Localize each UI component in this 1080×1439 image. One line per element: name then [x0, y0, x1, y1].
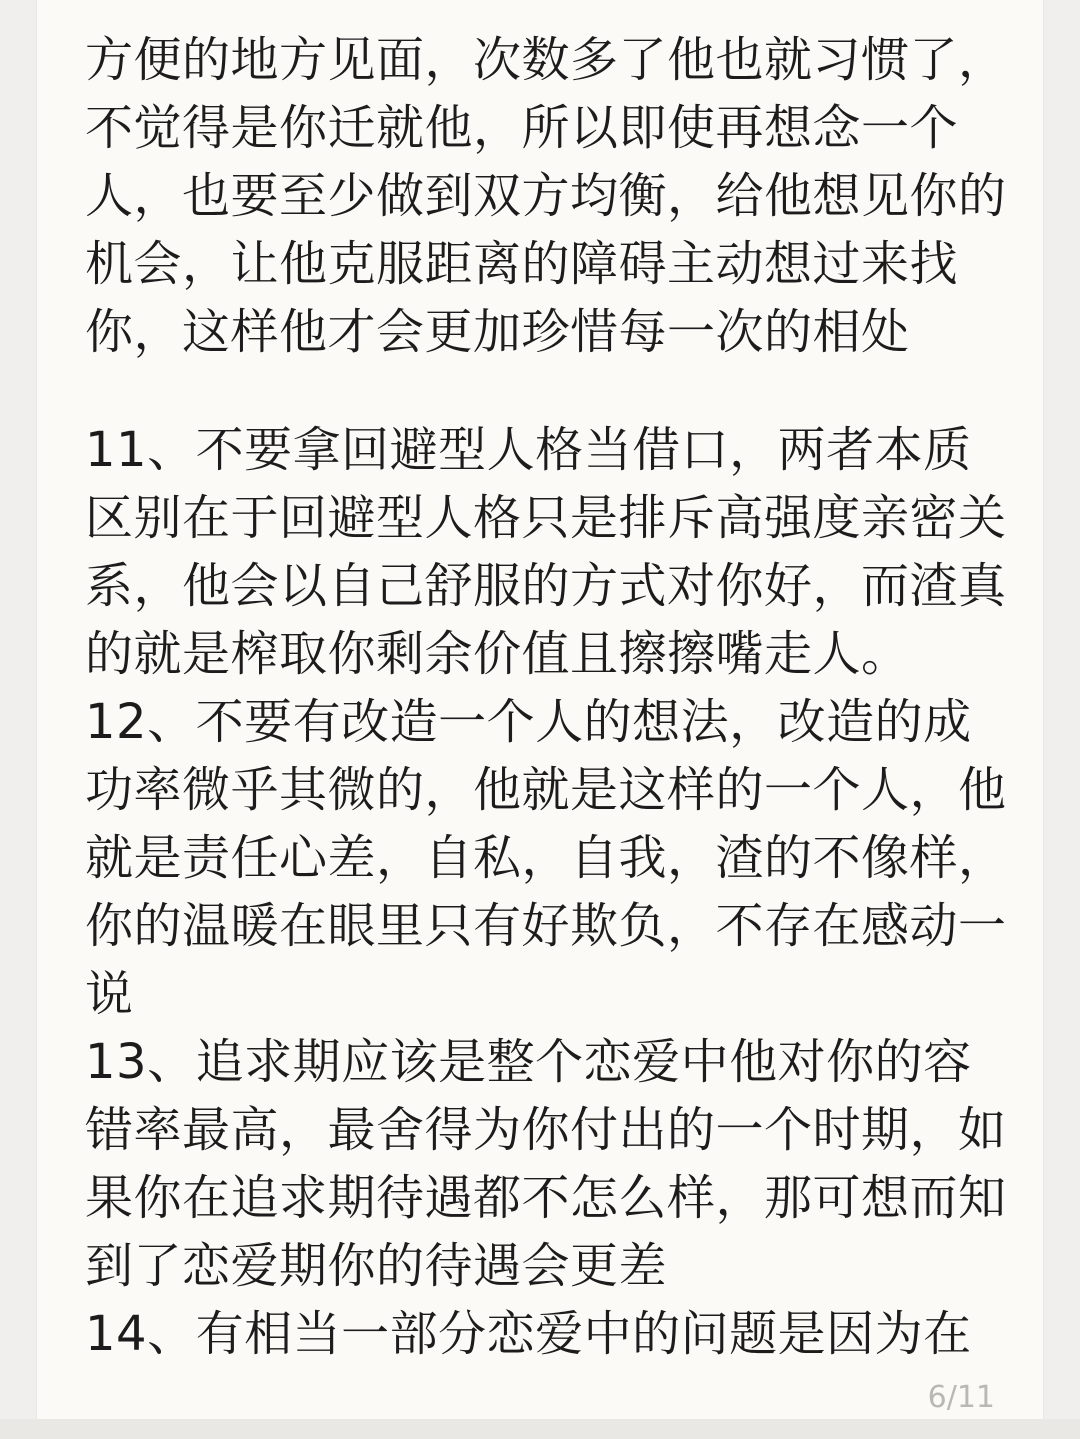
page-indicator: 6/11: [927, 1380, 995, 1415]
text-line: 说: [85, 966, 134, 1022]
text-line: 不觉得是你迁就他，所以即使再想念一个: [85, 100, 959, 156]
text-line: 方便的地方见面，次数多了他也就习惯了，: [85, 32, 1007, 88]
paragraph-list: [85, 416, 1005, 1368]
text-line: 你，这样他才会更加珍惜每一次的相处: [85, 304, 910, 360]
document-page: [36, 0, 1044, 1439]
text-line: 到了恋爱期你的待遇会更差: [85, 1238, 668, 1294]
text-line: 14、有相当一部分恋爱中的问题是因为在: [85, 1306, 972, 1362]
text-line: 13、追求期应该是整个恋爱中他对你的容: [85, 1034, 972, 1090]
text-line: 错率最高，最舍得为你付出的一个时期，如: [85, 1102, 1007, 1158]
text-line: 11、不要拿回避型人格当借口，两者本质: [85, 422, 972, 478]
text-line: 的就是榨取你剩余价值且擦擦嘴走人。: [85, 626, 910, 682]
text-line: 机会，让他克服距离的障碍主动想过来找: [85, 236, 959, 292]
text-line: 12、不要有改造一个人的想法，改造的成: [85, 694, 972, 750]
text-line: 功率微乎其微的，他就是这样的一个人，他: [85, 762, 1007, 818]
document-text: [85, 26, 1005, 1368]
text-line: 果你在追求期待遇都不怎么样，那可想而知: [85, 1170, 1007, 1226]
text-line: 区别在于回避型人格只是排斥高强度亲密关: [85, 490, 1007, 546]
text-line: 就是责任心差，自私，自我，渣的不像样，: [85, 830, 1007, 886]
text-line: 系，他会以自己舒服的方式对你好，而渣真: [85, 558, 1007, 614]
text-line: 人，也要至少做到双方均衡，给他想见你的: [85, 168, 1007, 224]
paragraph-gap: [85, 366, 1005, 416]
bottom-bar: [0, 1419, 1080, 1439]
paragraph-intro: [85, 26, 1005, 366]
text-line: 你的温暖在眼里只有好欺负，不存在感动一: [85, 898, 1007, 954]
